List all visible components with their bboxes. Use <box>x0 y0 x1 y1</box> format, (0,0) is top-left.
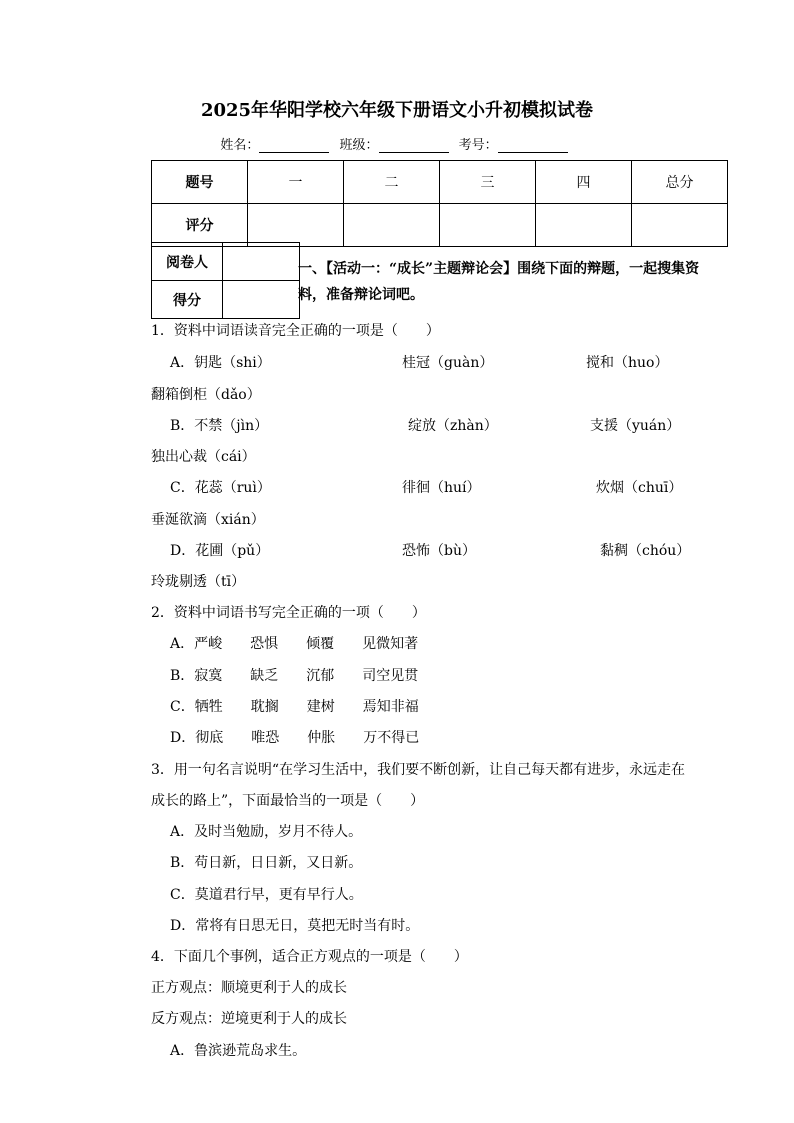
reviewer-input-cell[interactable] <box>223 243 300 281</box>
q1-option-c-word-2: 徘徊（huí） <box>402 480 481 496</box>
section-heading: 一、【活动一：“成长”主题辩论会】围绕下面的辩题，一起搜集资料，准备辩论词吧。 <box>298 261 700 303</box>
table-row <box>152 161 728 204</box>
score-input-cell[interactable] <box>248 204 344 247</box>
class-label: 班级： <box>339 138 379 153</box>
q1-option-b-word-2: 绽放（zhàn） <box>408 418 498 434</box>
q1-option-d-word-1: D．花圃（pǔ） <box>170 543 270 559</box>
q2-option-b: B．寂寞 缺乏 沉郁 司空见贯 <box>170 668 419 684</box>
score-input-cell[interactable] <box>223 281 300 319</box>
q1-option-d-word-2: 恐怖（bù） <box>402 543 476 559</box>
table-cell: 二 <box>344 161 440 204</box>
q4-option-a: A．鲁滨逊荒岛求生。 <box>170 1043 307 1059</box>
table-row <box>152 243 300 281</box>
q1-option-a-word-4: 翻箱倒柜（dǎo） <box>151 387 261 403</box>
score-input-cell[interactable] <box>536 204 632 247</box>
q1-option-d-word-3: 黏稠（chóu） <box>600 543 691 559</box>
q4-pro-view: 正方观点：顺境更利于人的成长 <box>151 980 347 996</box>
q1-option-a-word-2: 桂冠（guàn） <box>402 355 494 371</box>
question-1-stem: 1．资料中词语读音完全正确的一项是（ ） <box>151 323 440 339</box>
table-cell: 题号 <box>152 161 248 204</box>
q3-option-b: B．苟日新，日日新，又日新。 <box>170 855 363 871</box>
question-4-stem: 4．下面几个事例，适合正方观点的一项是（ ） <box>151 949 468 965</box>
name-label: 姓名： <box>220 138 260 153</box>
reviewer-label: 阅卷人 <box>152 243 223 281</box>
table-cell: 评分 <box>152 204 248 247</box>
exam-number-field[interactable] <box>498 140 568 153</box>
q1-option-c-word-4: 垂涎欲滴（xián） <box>151 512 265 528</box>
q3-option-a: A．及时当勉励，岁月不待人。 <box>170 824 363 840</box>
q1-option-b-word-3: 支援（yuán） <box>590 418 681 434</box>
class-field[interactable] <box>379 140 449 153</box>
table-cell: 四 <box>536 161 632 204</box>
table-cell: 三 <box>440 161 536 204</box>
table-cell: 总分 <box>632 161 728 204</box>
q1-option-a-word-3: 搅和（huo） <box>586 355 669 371</box>
question-3-stem-line-2: 成长的路上”，下面最恰当的一项是（ ） <box>151 793 425 809</box>
table-row <box>152 204 728 247</box>
exam-number-label: 考号： <box>458 138 498 153</box>
q1-option-c-word-3: 炊烟（chuī） <box>596 480 683 496</box>
q2-option-a: A．严峻 恐惧 倾覆 见微知著 <box>170 636 419 652</box>
q4-con-view: 反方观点：逆境更利于人的成长 <box>151 1011 347 1027</box>
q3-option-c: C．莫道君行早，更有早行人。 <box>170 887 363 903</box>
exam-title: 2025年华阳学校六年级下册语文小升初模拟试卷 <box>200 100 594 121</box>
q2-option-d: D．彻底 唯恐 仲胀 万不得已 <box>170 730 420 746</box>
grader-table <box>151 242 300 319</box>
score-input-cell[interactable] <box>632 204 728 247</box>
table-cell: 一 <box>248 161 344 204</box>
score-input-cell[interactable] <box>344 204 440 247</box>
student-info-line <box>0 134 794 153</box>
q3-option-d: D．常将有日思无日，莫把无时当有时。 <box>170 918 420 934</box>
q1-option-c-word-1: C．花蕊（ruì） <box>170 480 271 496</box>
question-2-stem: 2．资料中词语书写完全正确的一项（ ） <box>151 605 426 621</box>
score-table <box>151 160 728 247</box>
q1-option-d-word-4: 玲珑剔透（tī） <box>151 574 246 590</box>
score-input-cell[interactable] <box>440 204 536 247</box>
q1-option-b-word-1: B．不禁（jìn） <box>170 418 269 434</box>
table-row <box>152 281 300 319</box>
q2-option-c: C．牺牲 耽搁 建树 焉知非福 <box>170 699 419 715</box>
question-3-stem-line-1: 3．用一句名言说明“在学习生活中，我们要不断创新，让自己每天都有进步，永远走在 <box>151 762 686 778</box>
q1-option-b-word-4: 独出心裁（cái） <box>151 449 256 465</box>
q1-option-a-word-1: A．钥匙（shi） <box>170 355 271 371</box>
score-label: 得分 <box>152 281 223 319</box>
name-field[interactable] <box>259 140 329 153</box>
